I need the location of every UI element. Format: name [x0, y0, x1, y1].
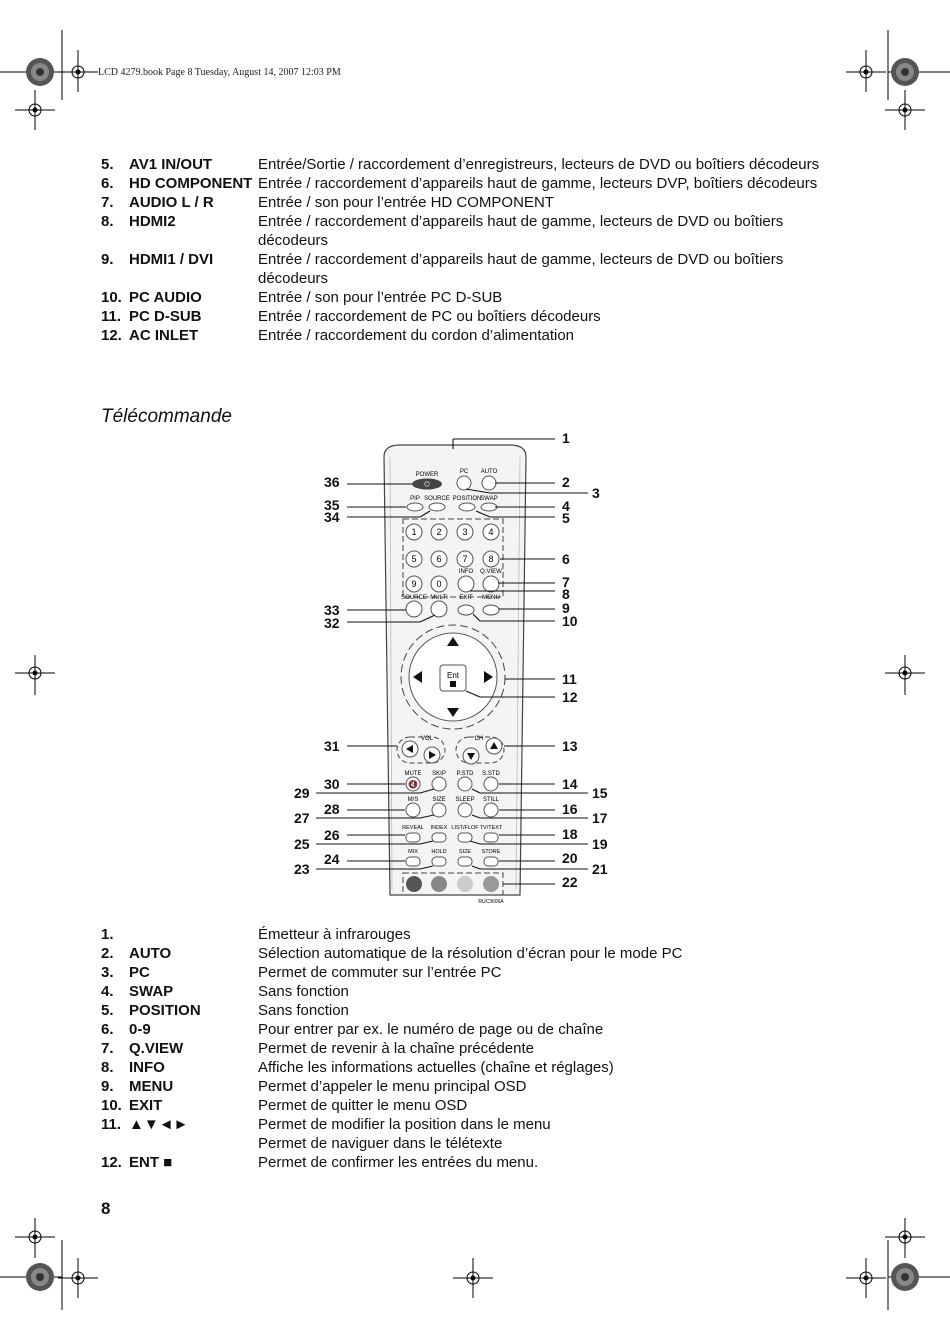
svg-text:28: 28	[324, 801, 340, 817]
list-item: 5. AV1 IN/OUT Entrée/Sortie / raccordement d’enregistreurs, lecteurs de DVD ou boîtiers décodeurs	[101, 156, 820, 173]
svg-text:18: 18	[562, 826, 578, 842]
svg-text:35: 35	[324, 497, 340, 513]
mix-button	[406, 857, 420, 866]
source-button-2	[406, 601, 422, 617]
svg-text:STORE: STORE	[481, 849, 501, 855]
reveal-button	[406, 833, 420, 842]
power-label: POWER	[415, 472, 439, 478]
info-button	[458, 576, 474, 592]
list-item: 8. INFO Affiche les informations actuelles (chaîne et réglages)	[101, 1059, 614, 1076]
swap-button	[481, 503, 497, 511]
ent-square-icon	[450, 681, 456, 687]
svg-text:1: 1	[562, 430, 570, 446]
source-label: SOURCE	[424, 496, 450, 502]
list-item: 9. HDMI1 / DVI Entrée / raccordement d’appareils haut de gamme, lecteurs de DVD ou boîtiers décodeurs	[101, 251, 784, 287]
svg-text:26: 26	[324, 827, 340, 843]
list-item: 9. MENU Permet d’appeler le menu principal OSD	[101, 1078, 527, 1095]
svg-text:22: 22	[562, 874, 578, 890]
svg-text:36: 36	[324, 474, 340, 490]
svg-text:5: 5	[411, 554, 417, 564]
svg-text:8: 8	[488, 554, 494, 564]
svg-text:34: 34	[324, 509, 340, 525]
connector-list	[101, 155, 821, 345]
source-button	[429, 503, 445, 511]
list-item: 11. ▲▼◄► Permet de modifier la position dans le menu Permet de naviguer dans le télétexte	[101, 1116, 551, 1152]
svg-text:TV/TEXT: TV/TEXT	[479, 825, 503, 831]
list-item: 6. HD COMPONENT Entrée / raccordement d’appareils haut de gamme, lecteurs DVP, boîtiers décodeurs	[101, 175, 818, 192]
svg-text:1: 1	[411, 527, 417, 537]
svg-text:MULTI: MULTI	[430, 595, 448, 601]
svg-text:30: 30	[324, 776, 340, 792]
list-item: 1. Émetteur à infrarouges	[101, 926, 411, 943]
svg-text:MENU: MENU	[482, 595, 500, 601]
svg-text:32: 32	[324, 615, 340, 631]
exit-button	[458, 605, 474, 615]
pip-button	[407, 503, 423, 511]
ms-button	[406, 803, 420, 817]
position-label: POSITION	[452, 496, 482, 502]
svg-text:8: 8	[562, 586, 570, 602]
svg-text:SOURCE: SOURCE	[401, 595, 427, 601]
list-item: 5. POSITION Sans fonction	[101, 1002, 349, 1019]
qview-label: Q.VIEW	[480, 569, 502, 575]
svg-text:7: 7	[462, 554, 468, 564]
multi-button	[431, 601, 447, 617]
svg-text:🔇: 🔇	[408, 780, 418, 789]
section-title: Télécommande	[101, 406, 232, 427]
svg-text:2: 2	[562, 474, 570, 490]
menu-button	[483, 605, 499, 615]
svg-text:31: 31	[324, 738, 340, 754]
svg-text:REVEAL: REVEAL	[402, 825, 424, 831]
svg-text:16: 16	[562, 801, 578, 817]
hold-button	[432, 857, 446, 866]
svg-text:3: 3	[462, 527, 468, 537]
svg-text:6: 6	[562, 551, 570, 567]
print-header: LCD 4279.book Page 8 Tuesday, August 14, 2007 12:03 PM	[98, 67, 341, 78]
list-item: 2. AUTO Sélection automatique de la résolution d’écran pour le mode PC	[101, 945, 683, 962]
pc-label: PC	[459, 469, 469, 475]
page-number: 8	[101, 1199, 111, 1218]
blue-button	[483, 876, 499, 892]
list-item: 8. HDMI2 Entrée / raccordement d’appareils haut de gamme, lecteurs de DVD ou boîtiers décodeurs	[101, 213, 784, 249]
svg-text:MIX: MIX	[408, 849, 418, 855]
svg-text:9: 9	[562, 600, 570, 616]
list-item: 12. AC INLET Entrée / raccordement du cordon d’alimentation	[101, 327, 575, 344]
svg-text:S.STD: S.STD	[482, 771, 500, 777]
swap-label: SWAP	[480, 496, 498, 502]
list-item: 11. PC D-SUB Entrée / raccordement de PC ou boîtiers décodeurs	[101, 308, 601, 325]
svg-text:13: 13	[562, 738, 578, 754]
svg-text:⏻: ⏻	[424, 481, 430, 489]
svg-text:Ent: Ent	[446, 671, 460, 680]
pip-label: PIP	[410, 496, 420, 502]
svg-text:M/S: M/S	[407, 797, 419, 803]
svg-text:SIZE: SIZE	[458, 849, 472, 855]
list-item: 7. Q.VIEW Permet de revenir à la chaîne précédente	[101, 1040, 534, 1057]
yellow-button	[457, 876, 473, 892]
svg-text:CH: CH	[474, 736, 484, 742]
svg-text:9: 9	[411, 579, 417, 589]
svg-text:EXIT: EXIT	[459, 595, 473, 601]
svg-text:4: 4	[562, 498, 570, 514]
svg-text:4: 4	[488, 527, 494, 537]
list-item: 10. EXIT Permet de quitter le menu OSD	[101, 1097, 468, 1114]
list-item: 7. AUDIO L / R Entrée / son pour l’entrée HD COMPONENT	[101, 194, 554, 211]
svg-text:24: 24	[324, 851, 340, 867]
auto-button	[482, 476, 496, 490]
sstd-button	[484, 777, 498, 791]
list-item: 6. 0-9 Pour entrer par ex. le numéro de page ou de chaîne	[101, 1021, 604, 1038]
store-button	[484, 857, 498, 866]
svg-text:2: 2	[436, 527, 442, 537]
size-button	[432, 803, 446, 817]
svg-text:25: 25	[294, 836, 310, 852]
sleep-button	[458, 803, 472, 817]
svg-text:SIZE: SIZE	[432, 797, 446, 803]
svg-text:19: 19	[592, 836, 608, 852]
svg-text:15: 15	[592, 785, 608, 801]
position-button	[459, 503, 475, 511]
svg-text:12: 12	[562, 689, 578, 705]
listflof-button	[458, 833, 472, 842]
svg-text:14: 14	[562, 776, 578, 792]
svg-text:23: 23	[294, 861, 310, 877]
svg-text:17: 17	[592, 810, 608, 826]
svg-text:SLEEP: SLEEP	[455, 797, 475, 803]
svg-text:7: 7	[562, 574, 570, 590]
list-item: 12. ENT ■ Permet de confirmer les entrées du menu.	[101, 1154, 539, 1171]
info-label: INFO	[458, 569, 474, 575]
svg-text:LIST/FLOF: LIST/FLOF	[451, 825, 479, 831]
svg-text:STILL: STILL	[482, 797, 500, 803]
svg-text:6: 6	[436, 554, 442, 564]
svg-text:10: 10	[562, 613, 578, 629]
green-button	[431, 876, 447, 892]
skip-button	[432, 777, 446, 791]
svg-text:29: 29	[294, 785, 310, 801]
list-item: 4. SWAP Sans fonction	[101, 983, 349, 1000]
pstd-button	[458, 777, 472, 791]
svg-text:27: 27	[294, 810, 310, 826]
index-button	[432, 833, 446, 842]
svg-text:HOLD: HOLD	[431, 849, 447, 855]
svg-text:21: 21	[592, 861, 608, 877]
remote-key-list	[101, 925, 821, 1172]
svg-text:0: 0	[436, 579, 442, 589]
svg-text:P.STD: P.STD	[456, 771, 474, 777]
svg-text:VOL: VOL	[420, 736, 434, 742]
red-button	[406, 876, 422, 892]
svg-text:SKIP: SKIP	[432, 771, 446, 777]
svg-text:5: 5	[562, 510, 570, 526]
tvtext-button	[484, 833, 498, 842]
svg-text:MUTE: MUTE	[404, 771, 422, 777]
svg-text:INDEX: INDEX	[430, 825, 448, 831]
qview-button	[483, 576, 499, 592]
svg-text:33: 33	[324, 602, 340, 618]
auto-label: AUTO	[480, 469, 498, 475]
list-item: 10. PC AUDIO Entrée / son pour l’entrée PC D-SUB	[101, 289, 503, 306]
svg-text:20: 20	[562, 850, 578, 866]
svg-text:3: 3	[592, 485, 600, 501]
svg-text:11: 11	[562, 671, 577, 687]
size2-button	[458, 857, 472, 866]
still-button	[484, 803, 498, 817]
svg-text:RUC3606A: RUC3606A	[478, 899, 504, 905]
remote-diagram	[280, 425, 640, 915]
list-item: 3. PC Permet de commuter sur l’entrée PC	[101, 964, 502, 981]
pc-button	[457, 476, 471, 490]
